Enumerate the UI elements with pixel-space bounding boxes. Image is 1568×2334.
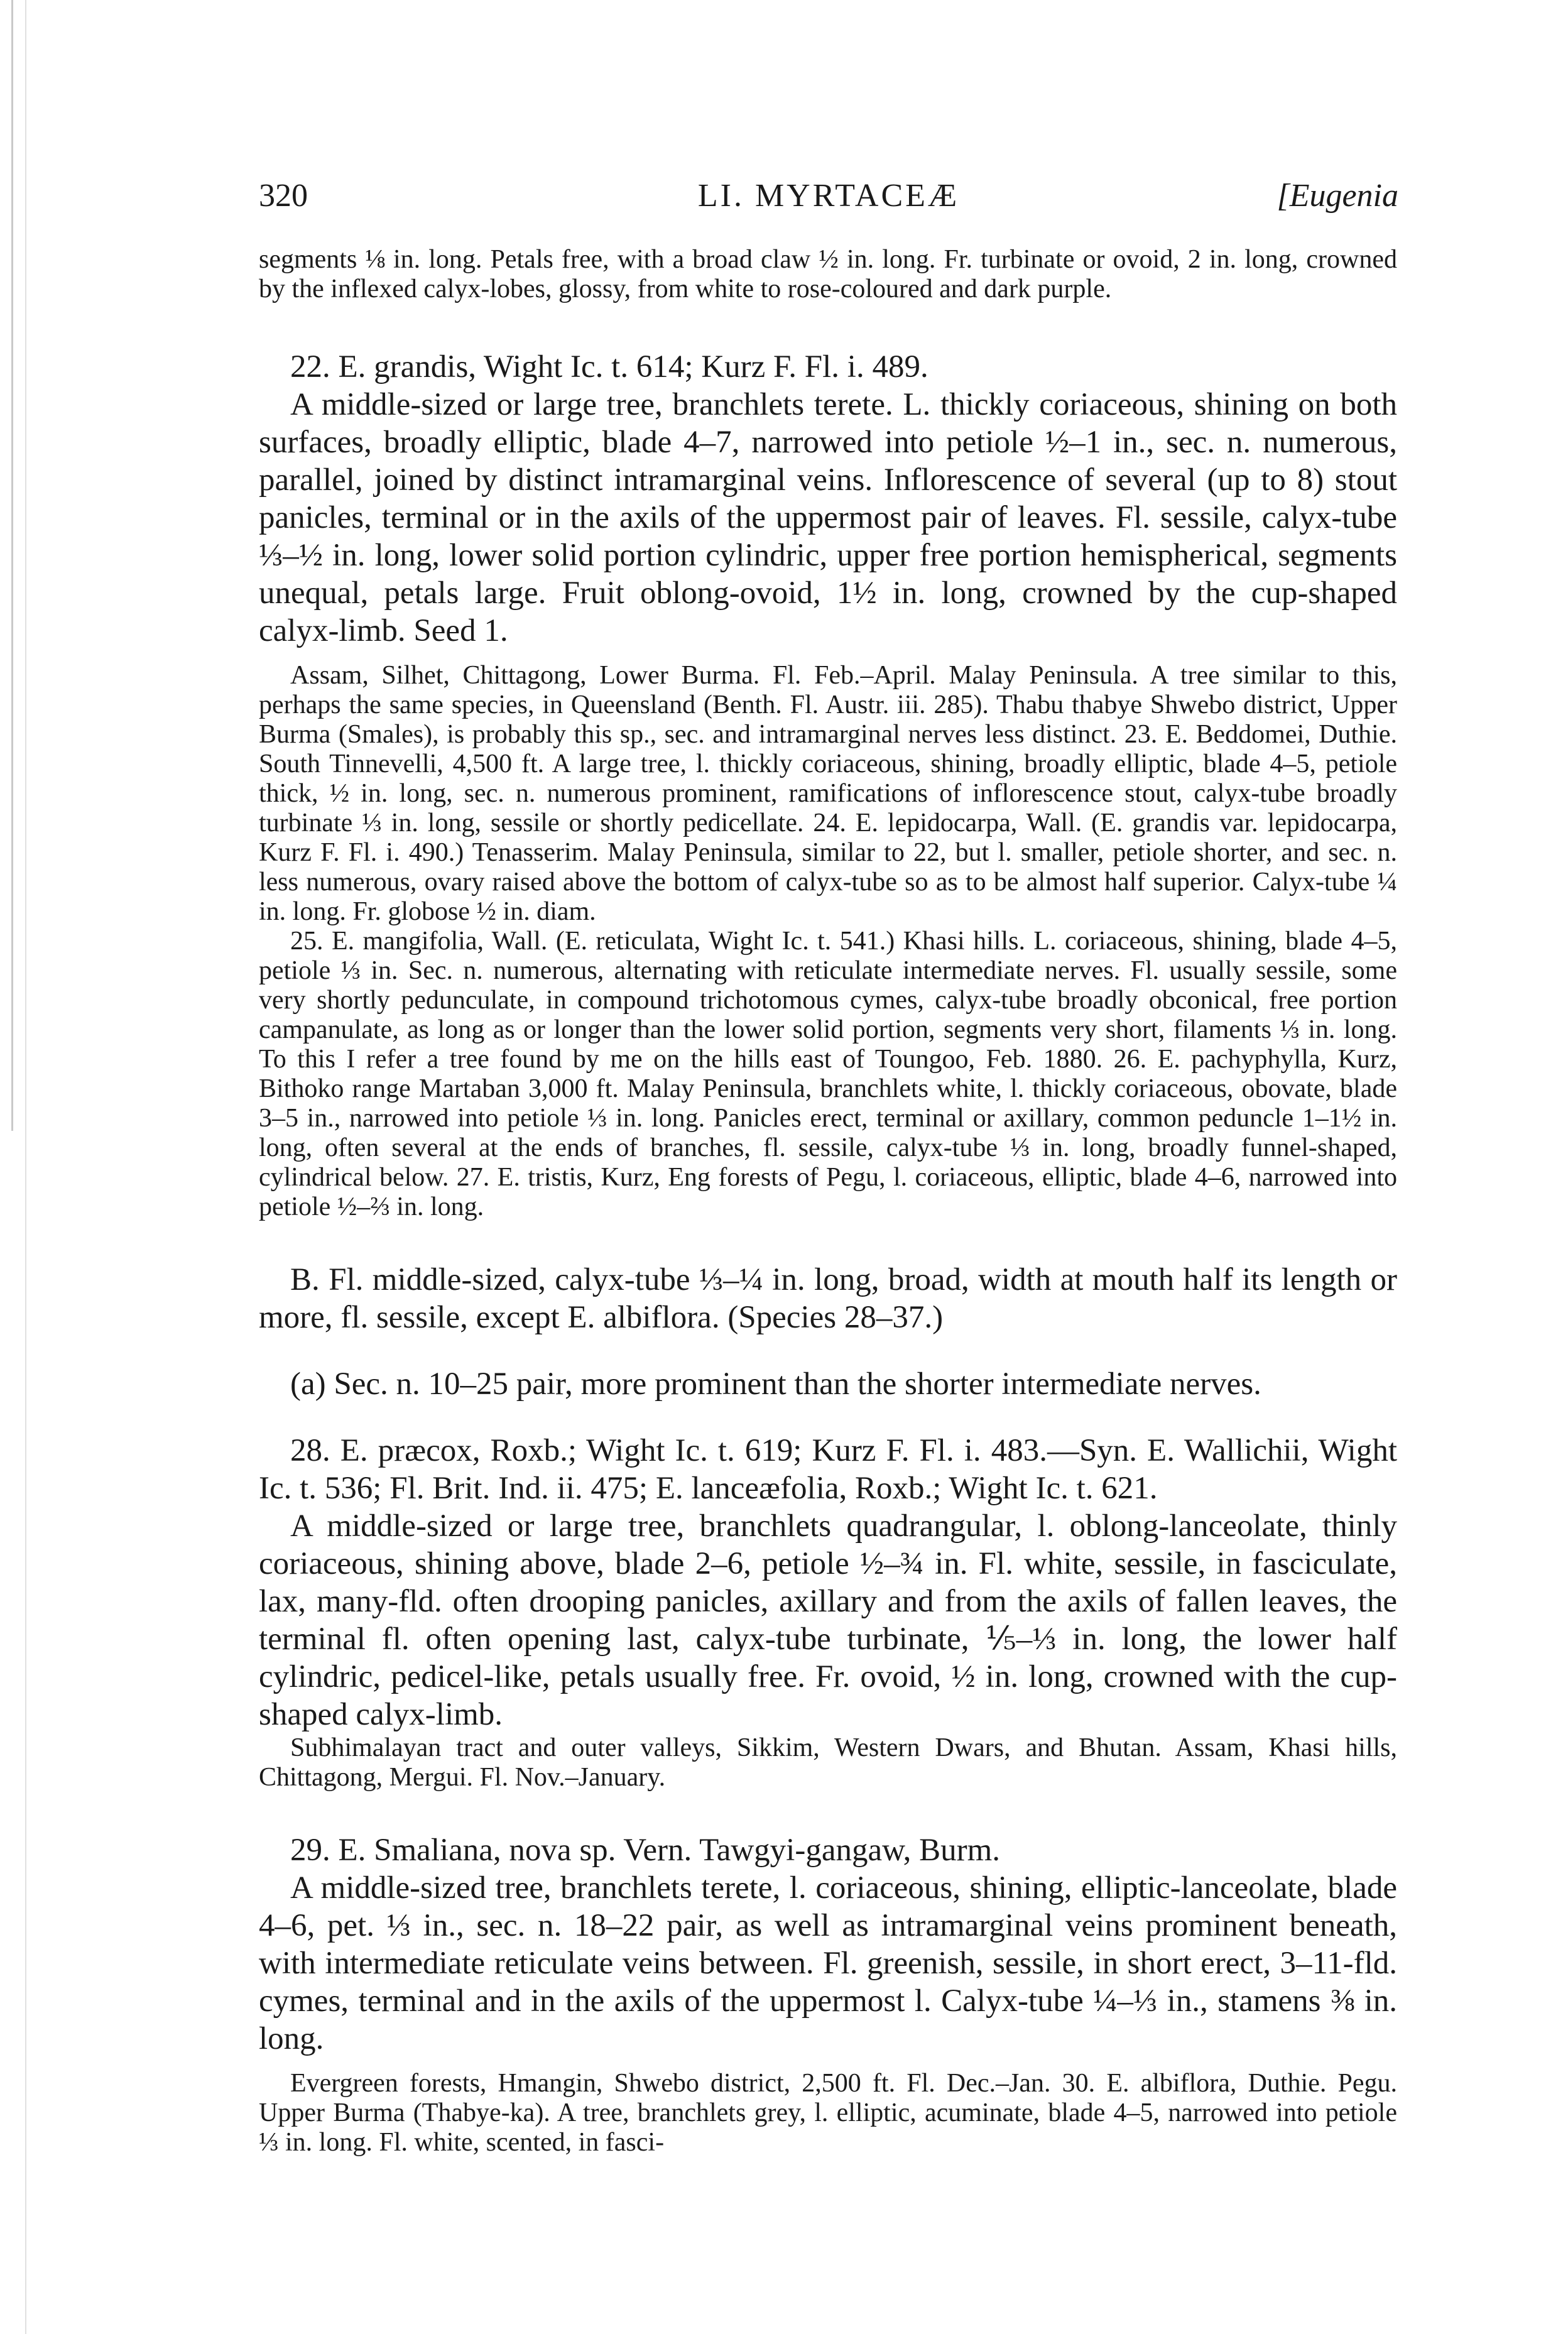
continued-paragraph: segments ⅛ in. long. Petals free, with a broad claw ½ in. long. Fr. turbinate or ovoid, 2 in. long, crowned by the inflexed calyx-lobes, glossy, from white to rose-coloured and dark purple. (259, 245, 1397, 303)
species-notes-25-27: 25. E. mangifolia, Wall. (E. reticulata, Wight Ic. t. 541.) Khasi hills. L. coriaceous, shining, blade 4–5, petiole ⅓ in. Sec. n. numerous, alternating with reticulate intermediate nerves. Fl. usually sessile, some very shortly pedunculate, in compound trichotomous cymes, calyx-tube broadly obconical, free portion campanulate, as long as or longer than the lower solid portion, segments very short, filaments ⅓ in. long. To this I refer a tree found by me on the hills east of Toungoo, Feb. 1880. 26. E. pachyphylla, Kurz, Bithoko range Martaban 3,000 ft. Malay Peninsula, branchlets white, l. thickly coriaceous, obovate, blade 3–5 in., narrowed into petiole ⅓ in. long. Panicles erect, terminal or axillary, common peduncle 1–1½ in. long, often several at the ends of branches, fl. sessile, calyx-tube ⅓ in. long, broadly funnel-shaped, cylindrical below. 27. E. tristis, Kurz, Eng forests of Pegu, l. coriaceous, elliptic, blade 4–6, narrowed into petiole ½–⅔ in. long. (259, 927, 1397, 1221)
species-description-29: A middle-sized tree, branchlets terete, l. coriaceous, shining, elliptic-lanceolate, blade 4–6, pet. ⅓ in., sec. n. 18–22 pair, as well as intramarginal veins prominent beneath, with intermediate reticulate veins between. Fl. greenish, sessile, in short erect, 3–11-fld. cymes, terminal and in the axils of the uppermost l. Calyx-tube ¼–⅓ in., stamens ⅜ in. long. (259, 1870, 1397, 2056)
species-heading-28: 28. E. præcox, Roxb.; Wight Ic. t. 619; Kurz F. Fl. i. 483.—Syn. E. Wallichii, Wight Ic. t. 536; Fl. Brit. Ind. ii. 475; E. lanceæfolia, Roxb.; Wight Ic. t. 621. (259, 1433, 1397, 1506)
species-description-28: A middle-sized or large tree, branchlets quadrangular, l. oblong-lanceolate, thinly coriaceous, shining above, blade 2–6, petiole ½–¾ in. Fl. white, sessile, in fasciculate, lax, many-fld. often drooping panicles, axillary and from the axils of fallen leaves, the terminal fl. often opening last, calyx-tube turbinate, ⅕–⅓ in. long, the lower half cylindric, pedicel-like, petals usually free. Fr. ovoid, ½ in. long, crowned with the cup-shaped calyx-limb. (259, 1508, 1397, 1732)
species-notes-22-24: Assam, Silhet, Chittagong, Lower Burma. Fl. Feb.–April. Malay Peninsula. A tree similar to this, perhaps the same species, in Queensland (Benth. Fl. Austr. iii. 285). Thabu thabye Shwebo district, Upper Burma (Smales), is probably this sp., sec. and intramarginal nerves less distinct. 23. E. Beddomei, Duthie. South Tinnevelli, 4,500 ft. A large tree, l. thickly coriaceous, shining, broadly elliptic, blade 4–5, petiole thick, ½ in. long, sec. n. numerous prominent, ramifications of inflorescence stout, calyx-tube broadly turbinate ⅓ in. long, sessile or shortly pedicellate. 24. E. lepidocarpa, Wall. (E. grandis var. lepidocarpa, Kurz F. Fl. i. 490.) Tenasserim. Malay Peninsula, similar to 22, but l. smaller, petiole shorter, and sec. n. less numerous, ovary raised above the bottom of calyx-tube so as to be almost half superior. Calyx-tube ¼ in. long. Fr. globose ½ in. diam. (259, 661, 1397, 926)
text-column (259, 245, 1397, 2157)
binding-shadow-line (11, 0, 13, 1131)
section-b-heading: B. Fl. middle-sized, calyx-tube ⅓–¼ in. long, broad, width at mouth half its length or more, fl. sessile, except E. albiflora. (Species 28–37.) (259, 1262, 1397, 1335)
species-heading-29: 29. E. Smaliana, nova sp. Vern. Tawgyi-gangaw, Burm. (290, 1833, 1001, 1868)
species-distribution-28: Subhimalayan tract and outer valleys, Sikkim, Western Dwars, and Bhutan. Assam, Khasi hills, Chittagong, Mergui. Fl. Nov.–January. (259, 1733, 1397, 1792)
subsection-a-heading: (a) Sec. n. 10–25 pair, more prominent than the shorter intermediate nerves. (290, 1366, 1261, 1402)
species-description-22: A middle-sized or large tree, branchlets terete. L. thickly coriaceous, shining on both surfaces, broadly elliptic, blade 4–7, narrowed into petiole ½–1 in., sec. n. numerous, parallel, joined by distinct intramarginal veins. Inflorescence of several (up to 8) stout panicles, terminal or in the axils of the uppermost pair of leaves. Fl. sessile, calyx-tube ⅓–½ in. long, lower solid portion cylindric, upper free portion hemispherical, segments unequal, petals large. Fruit oblong-ovoid, 1½ in. long, crowned by the cup-shaped calyx-limb. Seed 1. (259, 387, 1397, 648)
genus-heading: [Eugenia (1277, 178, 1398, 214)
running-header (259, 177, 1398, 227)
species-notes-29-30: Evergreen forests, Hmangin, Shwebo district, 2,500 ft. Fl. Dec.–Jan. 30. E. albiflora, Duthie. Pegu. Upper Burma (Thabye-ka). A tree, branchlets grey, l. elliptic, acuminate, blade 4–5, narrowed into petiole ⅓ in. long. Fl. white, scented, in fasci- (259, 2069, 1397, 2157)
binding-shadow-line (25, 0, 26, 2334)
binding-edge (0, 0, 36, 2334)
family-title: LI. MYRTACEÆ (697, 178, 960, 214)
species-heading-22: 22. E. grandis, Wight Ic. t. 614; Kurz F. Fl. i. 489. (290, 349, 928, 384)
page-number: 320 (259, 178, 308, 214)
